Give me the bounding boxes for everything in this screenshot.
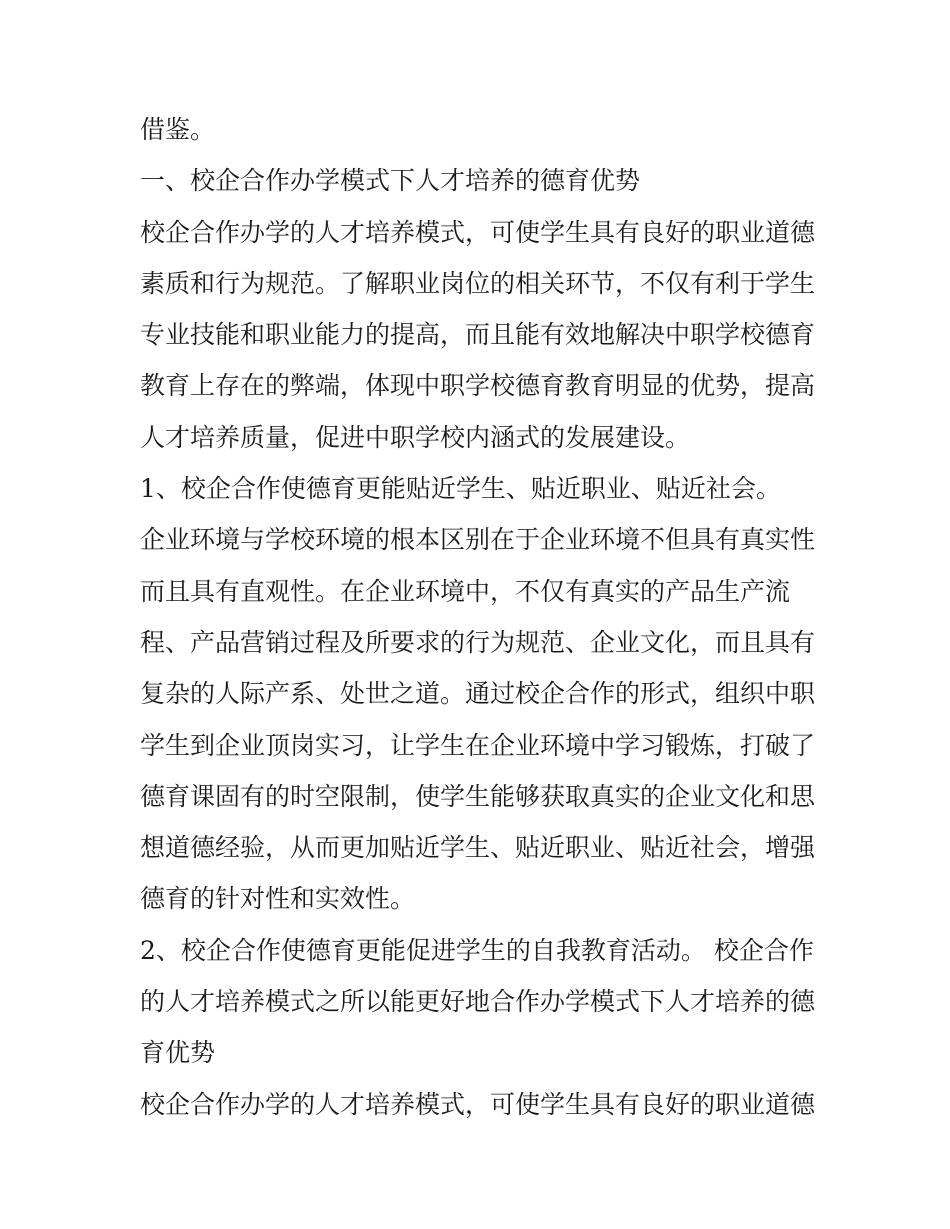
text-line: 程、产品营销过程及所要求的行为规范、企业文化，而且具有 [140,627,816,657]
text-line: 教育上存在的弊端，体现中职学校德育教育明显的优势，提高 [140,371,816,401]
text-line: 德育课固有的时空限制，使学生能够获取真实的企业文化和思 [140,781,816,811]
text-line: 借鉴。 [140,115,216,144]
text-line: 想道德经验，从而更加贴近学生、贴近职业、贴近社会，增强 [140,833,816,863]
text-line: 专业技能和职业能力的提高，而且能有效地解决中职学校德育 [140,320,816,350]
text-line: 复杂的人际产系、处世之道。通过校企合作的形式，组织中职 [140,679,816,709]
document-body [140,104,820,1130]
section-heading: 一、校企合作办学模式下人才培养的德育优势 [140,166,641,196]
text-line: 育优势 [140,1038,216,1068]
text-line: 人才培养质量，促进中职学校内涵式的发展建设。 [140,422,691,452]
text-line: 校企合作办学的人才培养模式，可使学生具有良好的职业道德 [140,217,816,247]
text-line: 而且具有直观性。在企业环境中，不仅有真实的产品生产流 [140,576,791,606]
subsection-heading: 1、校企合作使德育更能贴近学生、贴近职业、贴近社会。 [140,474,781,504]
text-line: 企业环境与学校环境的根本区别在于企业环境不但具有真实性 [140,525,816,555]
text-line: 校企合作办学的人才培养模式，可使学生具有良好的职业道德 [140,1089,816,1119]
text-line: 的人才培养模式之所以能更好地合作办学模式下人才培养的德 [140,987,816,1017]
text-line: 学生到企业顶岗实习，让学生在企业环境中学习锻炼，打破了 [140,730,816,760]
subsection-heading: 2、校企合作使德育更能促进学生的自我教育活动。 校企合作 [140,935,814,965]
text-line: 德育的针对性和实效性。 [140,884,416,914]
text-line: 素质和行为规范。了解职业岗位的相关环节，不仅有利于学生 [140,268,816,298]
